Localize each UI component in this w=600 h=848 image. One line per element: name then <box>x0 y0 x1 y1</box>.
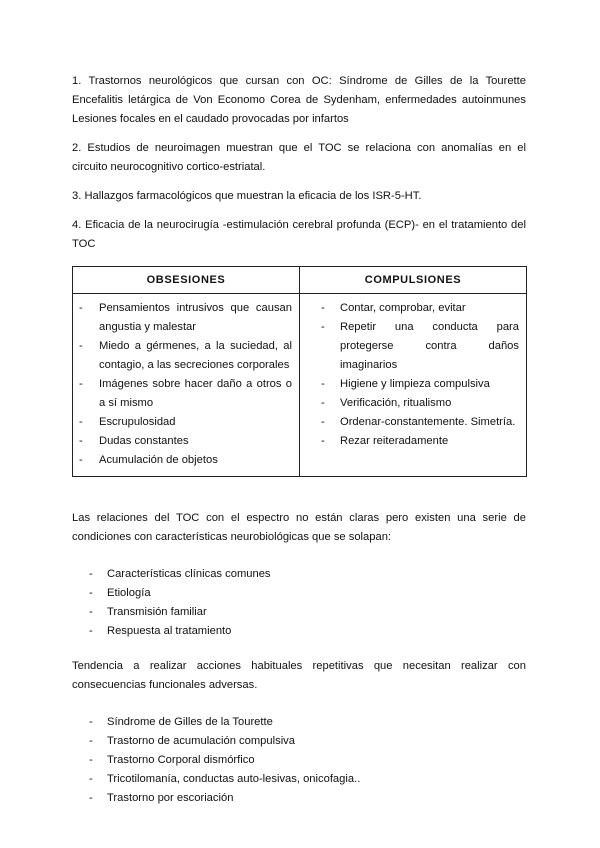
dash-marker: - <box>321 302 325 314</box>
item-text: Trastorno por escoriación <box>107 792 234 804</box>
list-item <box>72 603 526 622</box>
list-item <box>300 318 526 375</box>
item-text: Miedo a gérmenes, a la suciedad, al contagio, a las secreciones corporales <box>99 340 292 371</box>
item-text: Tricotilomanía, conductas auto-lesivas, onicofagia.. <box>107 773 361 785</box>
item-text: Repetir una conducta para protegerse contra daños imaginarios <box>340 321 519 371</box>
dash-marker: - <box>79 378 83 390</box>
tendency-list <box>72 713 526 808</box>
list-item <box>300 375 526 394</box>
dash-marker: - <box>321 378 325 390</box>
item-text: Contar, comprobar, evitar <box>340 302 466 314</box>
dash-marker: - <box>89 587 93 599</box>
list-item <box>73 451 299 470</box>
list-item <box>72 622 526 641</box>
document-page <box>72 72 526 808</box>
list-item <box>73 432 299 451</box>
tendency-intro: Tendencia a realizar acciones habituales repetitivas que necesitan realizar con consecuencias funcionales adversas. <box>72 660 526 691</box>
item-text: Dudas constantes <box>99 435 189 447</box>
dash-marker: - <box>321 416 325 428</box>
list-item <box>72 584 526 603</box>
list-item <box>72 732 526 751</box>
spectrum-section <box>72 509 526 641</box>
dash-marker: - <box>79 416 83 428</box>
dash-marker: - <box>89 792 93 804</box>
item-text: Trastorno Corporal dismórfico <box>107 754 255 766</box>
item-text: Verificación, ritualismo <box>340 397 452 409</box>
header-compulsions: COMPULSIONES <box>300 267 527 294</box>
ocd-table <box>72 266 527 477</box>
dash-marker: - <box>89 625 93 637</box>
item-text: Transmisión familiar <box>107 606 207 618</box>
tendency-section <box>72 657 526 808</box>
list-item <box>72 770 526 789</box>
list-item <box>300 394 526 413</box>
dash-marker: - <box>321 397 325 409</box>
list-item <box>300 432 526 451</box>
obsessions-list <box>73 299 299 470</box>
dash-marker: - <box>79 454 83 466</box>
list-item <box>73 337 299 375</box>
list-item <box>72 713 526 732</box>
dash-marker: - <box>79 302 83 314</box>
item-text: Respuesta al tratamiento <box>107 625 232 637</box>
item-text: Acumulación de objetos <box>99 454 218 466</box>
list-item <box>73 299 299 337</box>
list-item <box>300 299 526 318</box>
compulsions-list <box>300 299 526 451</box>
list-item <box>73 375 299 413</box>
point-2: 2. Estudios de neuroimagen muestran que el TOC se relaciona con anomalías en el circuito neurocognitivo cortico-estriatal. <box>72 142 526 173</box>
dash-marker: - <box>89 773 93 785</box>
list-item <box>73 413 299 432</box>
dash-marker: - <box>89 716 93 728</box>
list-item <box>72 751 526 770</box>
dash-marker: - <box>89 754 93 766</box>
item-text: Pensamientos intrusivos que causan angustia y malestar <box>99 302 292 333</box>
list-item <box>300 413 526 432</box>
spectrum-list <box>72 565 526 641</box>
item-text: Síndrome de Gilles de la Tourette <box>107 716 273 728</box>
dash-marker: - <box>79 435 83 447</box>
item-text: Trastorno de acumulación compulsiva <box>107 735 295 747</box>
dash-marker: - <box>89 735 93 747</box>
point-1: 1. Trastornos neurológicos que cursan con OC: Síndrome de Gilles de la Tourette Encefalitis letárgica de Von Economo Corea de Sydenham, enfermedades autoinmunes Lesiones focales en el caudado provocadas por infartos <box>72 75 526 125</box>
list-item <box>72 789 526 808</box>
header-obsessions: OBSESIONES <box>73 267 300 294</box>
item-text: Rezar reiteradamente <box>340 435 449 447</box>
compulsions-cell <box>300 294 527 477</box>
item-text: Etiología <box>107 587 151 599</box>
item-text: Escrupulosidad <box>99 416 176 428</box>
dash-marker: - <box>321 321 325 333</box>
point-3: 3. Hallazgos farmacológicos que muestran la eficacia de los ISR-5-HT. <box>72 190 422 202</box>
dash-marker: - <box>79 340 83 352</box>
item-text: Higiene y limpieza compulsiva <box>340 378 490 390</box>
list-item <box>72 565 526 584</box>
item-text: Ordenar-constantemente. Simetría. <box>340 416 516 428</box>
dash-marker: - <box>89 606 93 618</box>
point-4: 4. Eficacia de la neurocirugía -estimulación cerebral profunda (ECP)- en el tratamiento del TOC <box>72 219 526 250</box>
item-text: Imágenes sobre hacer daño a otros o a sí mismo <box>99 378 292 409</box>
dash-marker: - <box>89 568 93 580</box>
spectrum-intro: Las relaciones del TOC con el espectro no están claras pero existen una serie de condiciones con características neurobiológicas que se solapan: <box>72 512 526 543</box>
dash-marker: - <box>321 435 325 447</box>
obsessions-cell <box>73 294 300 477</box>
item-text: Características clínicas comunes <box>107 568 271 580</box>
